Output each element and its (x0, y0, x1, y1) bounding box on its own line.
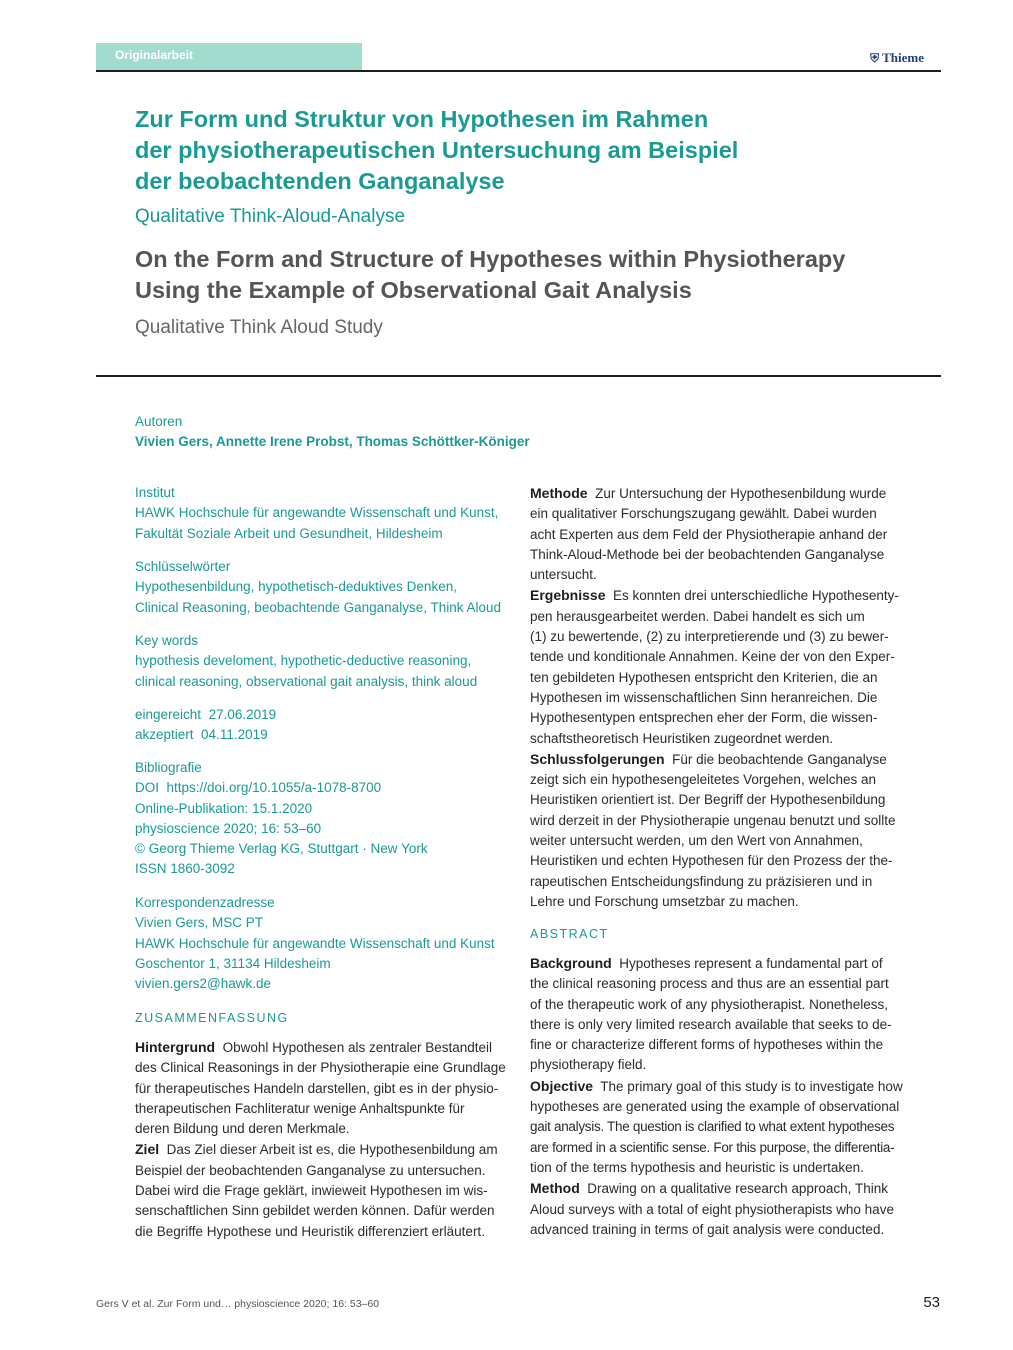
text-line: rapeutischen Entscheidungsfindung zu präzisieren und in (530, 873, 873, 889)
text-line: senschaftlichen Sinn gebildet werden können. Dafür werden (135, 1203, 495, 1219)
paragraph-objective (530, 1076, 902, 1178)
submitted-label: eingereicht (135, 707, 202, 722)
text-line: there is only very limited research available that seeks to de- (530, 1016, 892, 1032)
text-line: tende und konditionale Annahmen. Keine der von den Exper- (530, 649, 895, 665)
correspondence-line: Goschentor 1, 31134 Hildesheim (135, 955, 331, 971)
paragraph-keyword: Hintergrund (135, 1039, 216, 1055)
text-line: gait analysis. The question is clarified to what extent hypotheses (530, 1119, 895, 1135)
footer-reference: Gers V et al. Zur Form und… physioscience 2020; 16: 53–60 (96, 1298, 380, 1310)
text-line: Hypotheses represent a fundamental part of (619, 956, 883, 971)
text-line: schaftstheoretisch Heuristiken zugeordnet werden. (530, 730, 834, 746)
header-divider (96, 70, 941, 72)
text-line: hypotheses are generated using the example of observational (530, 1099, 900, 1115)
paragraph-keyword: Schlussfolgerungen (530, 750, 665, 767)
text-line: wird derzeit in der Physiotherapie ungenau benutzt und sollte (530, 812, 896, 828)
text-line: Es konnten drei unterschiedliche Hypothesenty- (613, 588, 899, 604)
publisher-name: Thieme (882, 50, 924, 65)
authors-label: Autoren (135, 414, 183, 429)
text-line: tion of the terms hypothesis and heuristic is undertaken. (530, 1159, 864, 1175)
abstract-heading: ABSTRACT (530, 927, 609, 941)
accepted-date: 04.11.2019 (201, 727, 268, 743)
paragraph-keyword: Method (530, 1180, 580, 1197)
title-divider (96, 375, 941, 377)
bibliography-label: Bibliografie (135, 760, 202, 775)
page-number: 53 (923, 1294, 940, 1311)
copyright: © Georg Thieme Verlag KG, Stuttgart · New York (135, 841, 428, 857)
correspondence-block (135, 893, 495, 994)
text-line: the clinical reasoning process and thus are an essential part (530, 976, 889, 992)
paragraph-keyword: Methode (530, 485, 588, 501)
text-line: The primary goal of this study is to investigate how (600, 1078, 903, 1094)
text-line: weiter untersucht werden, um den Wert von Annahmen, (530, 833, 863, 849)
institute-block (135, 483, 498, 544)
text-line: zeigt sich ein hypothesengeleitetes Vorgehen, welches an (530, 772, 876, 788)
text-line: Heuristiken und echten Hypothesen für den Prozess der the- (530, 853, 893, 869)
thieme-shield-icon: ⛨ (870, 51, 880, 65)
text-line: Hypothesentypen entsprechen eher der Form, die wissen- (530, 710, 878, 726)
text-line: are formed in a scientific sense. For this purpose, the differentia- (530, 1139, 895, 1155)
keywords-en-line: clinical reasoning, observational gait analysis, think aloud (135, 673, 478, 689)
institute-line: Fakultät Soziale Arbeit und Gesundheit, Hildesheim (135, 525, 443, 541)
text-line: ten gebildeten Hypothesen entspricht den Kriterien, die an (530, 669, 878, 685)
text-line: Das Ziel dieser Arbeit ist es, die Hypothesenbildung am (166, 1142, 498, 1158)
paragraph-ergebnisse (530, 585, 902, 748)
text-line: deren Bildung und deren Merkmale. (135, 1121, 350, 1137)
paragraph-keyword: Ergebnisse (530, 587, 606, 604)
paragraph-keyword: Background (530, 955, 612, 971)
author-names: Vivien Gers, Annette Irene Probst, Thomas Schöttker-Königer (135, 434, 530, 450)
keywords-en-block (135, 631, 477, 692)
english-subtitle: Qualitative Think Aloud Study (135, 317, 383, 338)
paragraph-schlussfolgerungen (530, 749, 902, 912)
text-line: acht Experten aus dem Feld der Physiotherapie anhand der (530, 526, 888, 542)
keywords-en-label: Key words (135, 633, 199, 648)
abstract-body (530, 953, 902, 1240)
paragraph-keyword: Ziel (135, 1141, 160, 1158)
submitted-date: 27.06.2019 (208, 707, 277, 722)
correspondence-line: Vivien Gers, MSC PT (135, 915, 264, 931)
dates-block (135, 705, 276, 746)
paragraph-hintergrund (135, 1037, 506, 1139)
doi-link[interactable]: https://doi.org/10.1055/a-1078-8700 (166, 780, 382, 796)
doi-label: DOI (135, 780, 160, 796)
publisher-logo (870, 50, 924, 66)
section-label: Originalarbeit (96, 43, 362, 71)
text-line: Think-Aloud-Methode bei der beobachtenden Ganganalyse (530, 546, 885, 562)
text-line: Hypothesen im wissenschaftlichen Sinn heranreichen. Die (530, 689, 878, 705)
text-line: für therapeutisches Handeln darstellen, gibt es in der physio- (135, 1080, 499, 1096)
keywords-de-line: Clinical Reasoning, beobachtende Ganganalyse, Think Aloud (135, 599, 502, 615)
text-line: Dabei wird die Frage geklärt, inwieweit Hypothesen im wis- (135, 1183, 488, 1199)
keywords-en-line: hypothesis develoment, hypothetic-deductive reasoning, (135, 653, 472, 669)
keywords-de-line: Hypothesenbildung, hypothetisch-deduktives Denken, (135, 579, 457, 595)
zusammenfassung-heading: ZUSAMMENFASSUNG (135, 1011, 289, 1025)
german-title-line: der beobachtenden Ganganalyse (135, 168, 505, 194)
email-link[interactable]: vivien.gers2@hawk.de (135, 976, 272, 992)
text-line: des Clinical Reasonings in der Physiotherapie eine Grundlage (135, 1060, 506, 1076)
institute-line: HAWK Hochschule für angewandte Wissenschaft und Kunst, (135, 505, 499, 521)
english-title-line: Using the Example of Observational Gait Analysis (135, 277, 692, 303)
text-line: die Begriffe Hypothese und Heuristik differenziert erläutert. (135, 1223, 485, 1239)
text-line: Drawing on a qualitative research approach, Think (587, 1181, 888, 1197)
text-line: Aloud surveys with a total of eight physiotherapists who have (530, 1201, 894, 1217)
institute-label: Institut (135, 485, 175, 500)
text-line: Zur Untersuchung der Hypothesenbildung wurde (595, 486, 887, 501)
bibliography-block (135, 758, 428, 880)
english-title (135, 244, 895, 306)
german-title-line: Zur Form und Struktur von Hypothesen im Rahmen (135, 106, 709, 132)
text-line: (1) zu bewertende, (2) zu interpretierende und (3) zu bewer- (530, 629, 889, 645)
citation: physioscience 2020; 16: 53–60 (135, 820, 322, 836)
text-line: advanced training in terms of gait analysis were conducted. (530, 1221, 885, 1237)
text-line: of the therapeutic work of any physiotherapist. Nonetheless, (530, 996, 888, 1012)
zusammenfassung-left (135, 1037, 506, 1242)
text-line: therapeutischen Fachliteratur wenige Anhaltspunkte für (135, 1100, 465, 1116)
text-line: ein qualitativer Forschungszugang gewählt. Dabei wurden (530, 506, 877, 522)
keywords-de-block (135, 557, 501, 618)
correspondence-label: Korrespondenzadresse (135, 895, 275, 910)
paragraph-background (530, 953, 902, 1076)
text-line: untersucht. (530, 567, 597, 583)
paragraph-method (530, 1178, 902, 1240)
text-line: Beispiel der beobachtenden Ganganalyse zu untersuchen. (135, 1162, 486, 1178)
issn: ISSN 1860-3092 (135, 861, 235, 877)
german-title-line: der physiotherapeutischen Untersuchung am Beispiel (135, 137, 739, 163)
text-line: Obwohl Hypothesen als zentraler Bestandteil (222, 1040, 493, 1055)
text-line: Heuristiken orientiert ist. Der Begriff der Hypothesenbildung (530, 792, 886, 808)
german-title (135, 104, 835, 197)
paragraph-methode (530, 483, 902, 585)
text-line: Für die beobachtende Ganganalyse (672, 751, 887, 767)
zusammenfassung-right (530, 483, 902, 912)
authors-block (135, 412, 530, 453)
english-title-line: On the Form and Structure of Hypotheses within Physiotherapy (135, 246, 846, 272)
text-line: Lehre und Forschung umsetzbar zu machen. (530, 893, 799, 909)
correspondence-line: HAWK Hochschule für angewandte Wissenschaft und Kunst (135, 935, 495, 951)
text-line: fine or characterize different forms of hypotheses within the (530, 1037, 884, 1053)
paragraph-keyword: Objective (530, 1077, 594, 1094)
text-line: pen herausgearbeitet werden. Dabei handelt es sich um (530, 608, 865, 624)
text-line: physiotherapy field. (530, 1057, 647, 1073)
german-subtitle: Qualitative Think-Aloud-Analyse (135, 206, 406, 227)
paragraph-ziel (135, 1139, 506, 1241)
online-publication: Online-Publikation: 15.1.2020 (135, 800, 313, 816)
keywords-de-label: Schlüsselwörter (135, 559, 231, 574)
accepted-label: akzeptiert (135, 727, 194, 743)
